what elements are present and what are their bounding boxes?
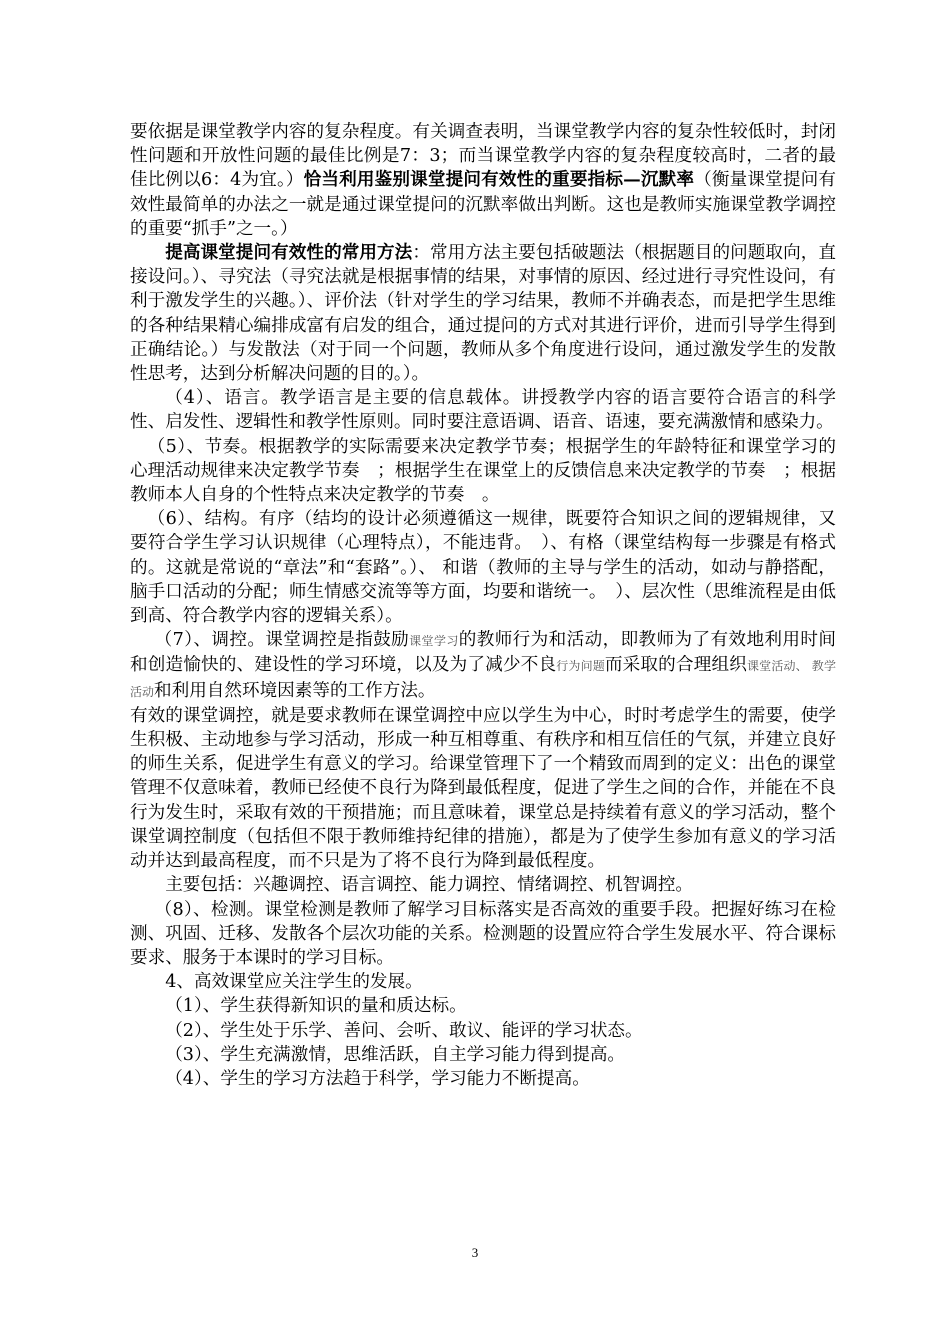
heading-methods: 提高课堂提问有效性的常用方法: [165, 242, 413, 264]
paragraph-testing: （8）、检测。课堂检测是教师了解学习目标落实是否高效的重要手段。把握好练习在检测、巩固、迁移、发散各个层次功能的关系。检测题的设置应符合学生发展水平、符合课标要求、服务于本课时的学习目标。: [130, 899, 836, 968]
paragraph-rhythm: （5）、节奏。根据教学的实际需要来决定教学节奏；根据学生的年龄特征和课堂学习的心理活动规律来决定教学节奏 ；根据学生在课堂上的反馈信息来决定教学的节奏 ；根据教师本人自身的个性特点来决定教学的节奏 。: [130, 436, 836, 506]
list-item: （1）、学生获得新知识的量和质达标。: [165, 996, 467, 1017]
paragraph-methods: 提高课堂提问有效性的常用方法：常用方法主要包括破题法（根据题目的问题取向，直接设问。）、寻究法（寻究法就是根据事情的结果，对事情的原因、经过进行寻究性设问，有利于激发学生的兴趣。）、评价法（针对学生的学习结果，教师不并确表态，而是把学生思维的各种结果精心编排成富有启发的组合，通过提问的方式对其进行评价，进而引导学生得到正确结论。）与发散法（对于同一个问题，教师从多个角度进行设问，通过激发学生的发散性思考，达到分析解决问题的目的。）。: [130, 242, 836, 385]
list-item: （2）、学生处于乐学、善问、会听、敢议、能评的学习状态。: [165, 1020, 643, 1041]
paragraph-structure: （6）、结构。有序（结均的设计必须遵循这一规律，既要符合知识之间的逻辑规律，又要符合学生学习认识规律（心理特点），不能违背。 ）、有格（课堂结构每一步骤是有格式的。这就是常说的“章法”和“套路”。）、 和谐（教师的主导与学生的活动，如动与静搭配，脑手口活动的分配；师生情感交流等等方面，均要和谐统一。 ）、层次性（思维流程是由低到高、符合教学内容的逻辑关系）。: [130, 509, 836, 627]
paragraph-control: （7）、调控。课堂调控是指鼓励课堂学习的教师行为和活动，即教师为了有效地利用时间和创造愉快的、建设性的学习环境，以及为了减少不良行为问题而采取的合理组织课堂活动、 教学活动和利用自然环境因素等的工作方法。: [130, 630, 836, 701]
list-item: （4）、学生的学习方法趋于科学，学习能力不断提高。: [165, 1068, 590, 1089]
paragraph-development: 4、高效课堂应关注学生的发展。: [165, 972, 423, 993]
body-text: [130, 120, 836, 1091]
list-item: （3）、学生充满激情，思维活跃，自主学习能力得到提高。: [165, 1044, 626, 1065]
heading-silence-rate: 恰当利用鉴别课堂提问有效性的重要指标—沉默率: [303, 169, 695, 191]
paragraph-ratio: 要依据是课堂教学内容的复杂程度。有关调查表明，当课堂教学内容的复杂性较低时，封闭性问题和开放性问题的最佳比例是7：3；而当课堂教学内容的复杂程度较高时，二者的最佳比例以6：4为宜。）恰当利用鉴别课堂提问有效性的重要指标—沉默率（衡量课堂提问有效性最简单的办法之一就是通过课堂提问的沉默率做出判断。这也是教师实施课堂教学调控的重要“抓手”之一。）: [130, 122, 836, 239]
paragraph-control-types: 主要包括：兴趣调控、语言调控、能力调控、情绪调控、机智调控。: [165, 875, 694, 896]
paragraph-effective-control: 有效的课堂调控，就是要求教师在课堂调控中应以学生为中心，时时考虑学生的需要，使学生积极、主动地参与学习活动，形成一种互相尊重、有秩序和相互信任的气氛，并建立良好的师生关系，促进学生有意义的学习。给课堂管理下了一个精致而周到的定义：出色的课堂管理不仅意味着，教师已经使不良行为降到最低程度，促进了学生之间的合作，并能在不良行为发生时，采取有效的干预措施；而且意味着，课堂总是持续着有意义的学习活动，整个课堂调控制度（包括但不限于教师维持纪律的措施），都是为了使学生参加有意义的学习活动并达到最高程度，而不只是为了将不良行为降到最低程度。: [130, 705, 836, 872]
paragraph-language: （4）、语言。教学语言是主要的信息载体。讲授教学内容的语言要符合语言的科学性、启发性、逻辑性和教学性原则。同时要注意语调、语音、语速，要充满激情和感染力。: [130, 388, 836, 433]
page-number: 3: [471, 1245, 479, 1260]
